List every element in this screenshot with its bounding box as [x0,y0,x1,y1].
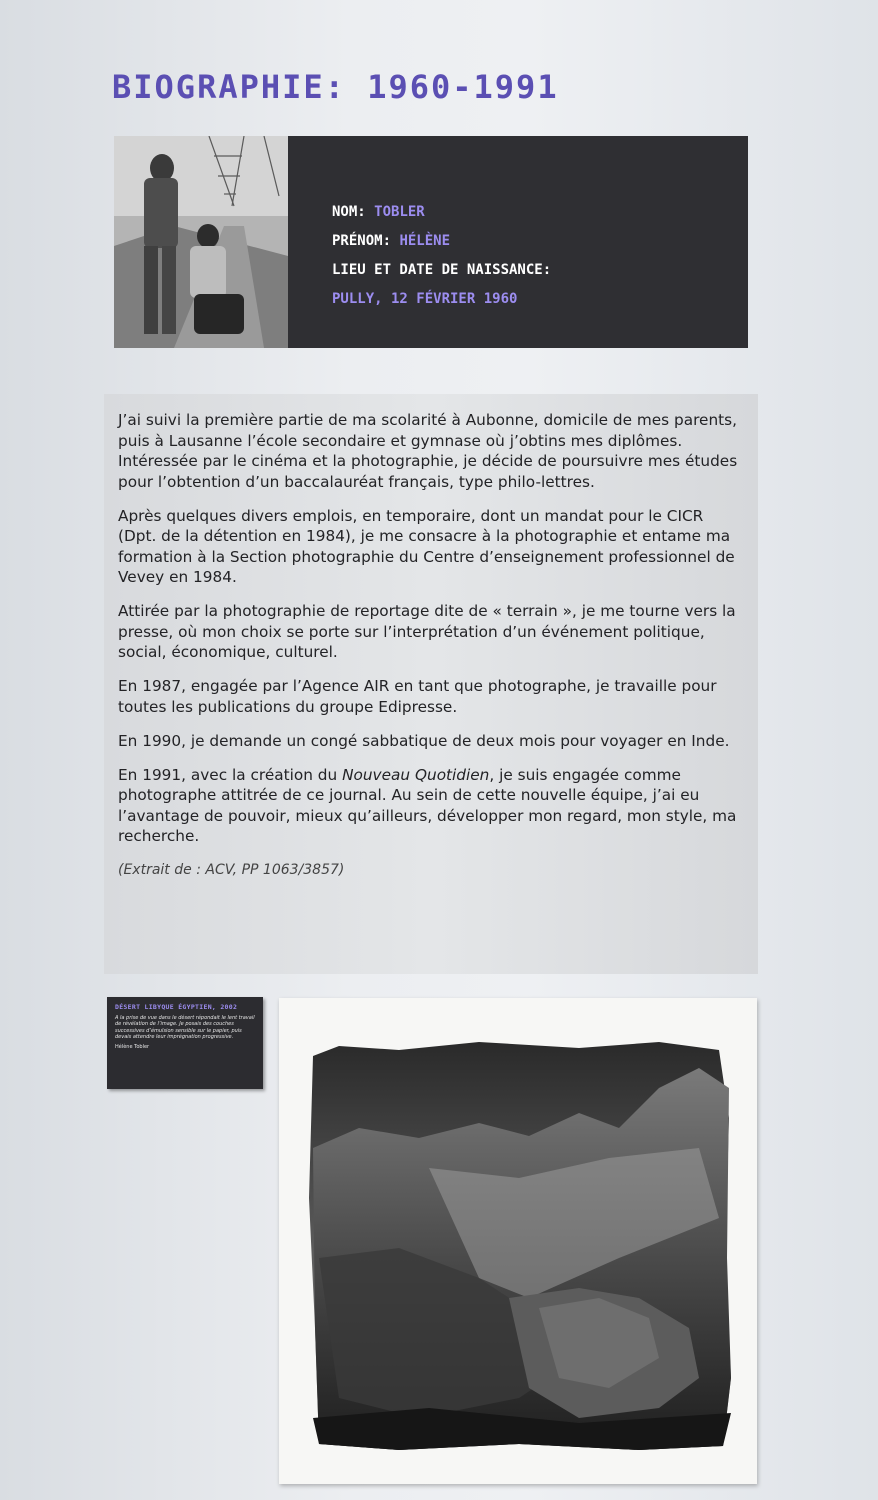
photo-caption-card [107,997,263,1089]
bio-p6-before: En 1991, avec la création du [118,765,343,784]
bio-paragraph-3: Attirée par la photographie de reportage dite de « terrain », je me tourne vers la presse, où mon choix se porte sur l’interprétation d’un événement politique, social, économique, culturel. [118,602,736,661]
birth-label: LIEU ET DATE DE NAISSANCE: [332,262,552,278]
newspaper-title: Nouveau Quotidien [342,765,490,784]
bio-paragraph-1: J’ai suivi la première partie de ma scolarité à Aubonne, domicile de mes parents, puis à Lausanne l’école secondaire et gymnase où j’obtins mes diplômes. Intéressée par le cinéma et la photographie, je décide de poursuivre mes études pour l’obtention d’un baccalauréat français, type philo-lettres. [118,411,738,491]
birth-value: PULLY, 12 FÉVRIER 1960 [332,291,518,307]
biography-text-panel [104,394,758,974]
firstname-value: HÉLÈNE [399,233,451,249]
bio-paragraph-4: En 1987, engagée par l’Agence AIR en tant que photographe, je travaille pour toutes les publications du groupe Edipresse. [118,677,717,716]
name-row [332,198,748,227]
bio-p6-after: , je suis engagée comme photographe attitrée de ce journal. Au sein de cette nouvelle équipe, j’ai eu l’avantage de pouvoir, mieux qu’ailleurs, développer mon regard, mon style, ma recherche. [118,765,737,845]
name-label: NOM: [332,204,366,220]
firstname-row [332,227,748,256]
caption-text: A la prise de vue dans le désert répondait le lent travail de révélation de l’image. Je posais des couches successives d’émulsion sensible sur le papier, puis devais attendre leur imprégnation progressive. [115,1015,255,1041]
identity-card [114,136,748,348]
caption-author: Hélène Tobler [115,1043,150,1050]
desert-photograph-print [279,998,757,1484]
bio-paragraph-5: En 1990, je demande un congé sabbatique de deux mois pour voyager en Inde. [118,731,730,750]
bio-paragraph-2: Après quelques divers emplois, en temporaire, dont un mandat pour le CICR (Dpt. de la détention en 1984), je me consacre à la photographie et entame ma formation à la Section photographie du Centre d’enseignement professionnel de Vevey en 1984. [118,506,735,586]
caption-title: DÉSERT LIBYQUE ÉGYPTIEN, 2002 [115,1003,238,1011]
identity-info [288,136,748,348]
firstname-label: PRÉNOM: [332,233,392,249]
source-citation: (Extrait de : ACV, PP 1063/3857) [118,862,345,878]
desert-landscape-image [279,998,757,1484]
page-title: BIOGRAPHIE: 1960-1991 [112,68,559,106]
portrait-photo [114,136,288,348]
bio-paragraph-6 [118,765,746,847]
name-value: TOBLER [374,204,425,220]
